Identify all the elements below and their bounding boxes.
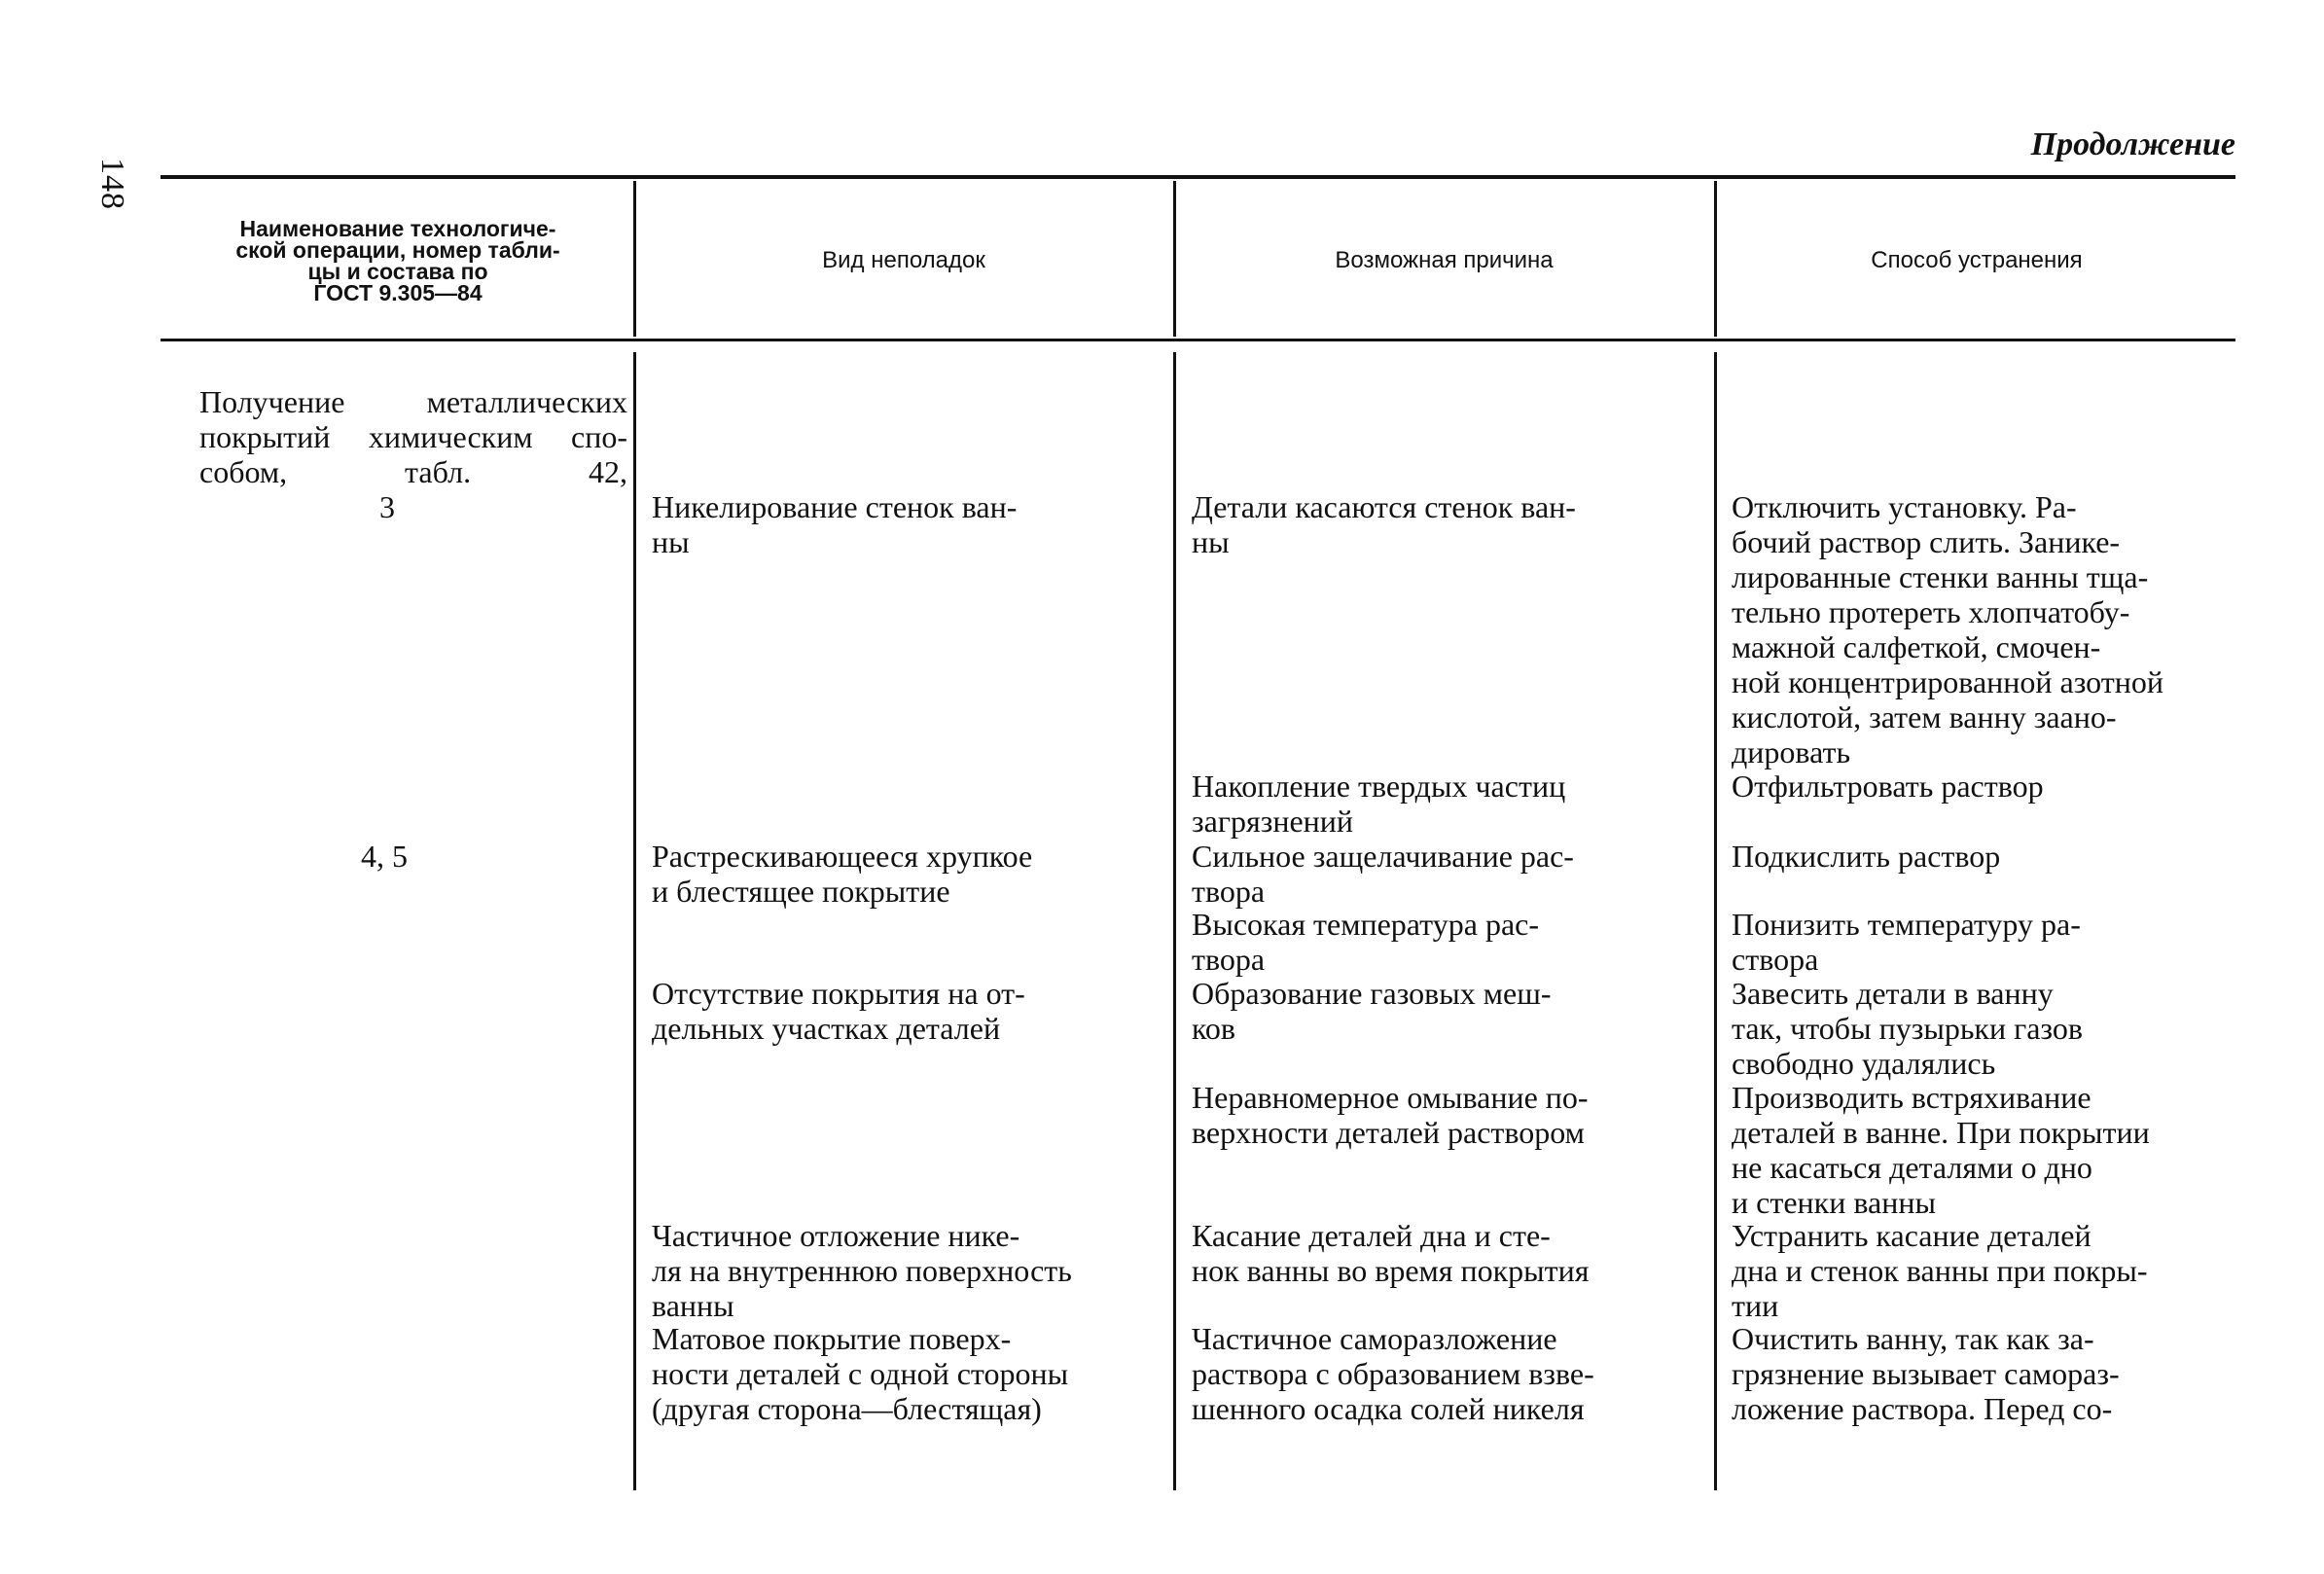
header-remedy: Способ устранения	[1871, 247, 2083, 273]
row-6-cause: Неравномерное омывание по- верхности деталей раствором	[1192, 1080, 1589, 1150]
row-6-remedy: Производить встряхивание деталей в ванне. При покрытии не касаться деталями о дно и стенки ванны	[1732, 1080, 2150, 1220]
row-5-remedy: Завесить детали в ванну так, чтобы пузырьки газов свободно удалялись	[1732, 976, 2083, 1081]
row-3-cause: Сильное защелачивание рас- твора	[1192, 839, 1574, 909]
row-5-defect: Отсутствие покрытия на от- дельных участках деталей	[652, 976, 1025, 1046]
header-divider-2	[1173, 181, 1176, 337]
row-7-cause: Касание деталей дна и сте- нок ванны во время покрытия	[1192, 1218, 1590, 1288]
row-8-defect: Матовое покрытие поверх- ности деталей с одной стороны (другая сторона—блестящая)	[652, 1321, 1069, 1426]
page-number: 148	[94, 158, 130, 210]
header-cause: Возможная причина	[1335, 247, 1554, 273]
row-3-defect: Растрескивающееся хрупкое и блестящее покрытие	[652, 839, 1033, 909]
row-4-cause: Высокая температура рас- твора	[1192, 907, 1539, 977]
row-3-remedy: Подкислить раствор	[1732, 839, 2001, 874]
row-1-remedy: Отключить установку. Ра- бочий раствор слить. Занике- лированные стенки ванны тща- тельно протереть хлопчатобу- мажной салфеткой, смочен- ной концентрированной азотной кислотой, затем ванну заано- дировать	[1732, 489, 2163, 769]
body-divider-3	[1714, 352, 1717, 1490]
composition-3: 3	[379, 489, 395, 524]
row-2-cause: Накопление твердых частиц загрязнений	[1192, 769, 1566, 839]
row-1-cause: Детали касаются стенок ван- ны	[1192, 489, 1576, 559]
header-divider-3	[1714, 181, 1717, 337]
row-7-remedy: Устранить касание деталей дна и стенок ванны при покры- тии	[1732, 1218, 2148, 1323]
table-header-rule	[161, 339, 2235, 341]
row-4-remedy: Понизить температуру ра- створа	[1732, 907, 2081, 977]
composition-4-5: 4, 5	[361, 839, 408, 874]
row-7-defect: Частичное отложение нике- ля на внутреннюю поверхность ванны	[652, 1218, 1072, 1323]
header-defect: Вид неполадок	[822, 247, 985, 273]
row-8-cause: Частичное саморазложение раствора с образованием взве- шенного осадка солей никеля	[1192, 1321, 1594, 1426]
table-top-rule	[161, 175, 2235, 179]
operation-name: Получение металлических покрытий химическим спо- собом, табл. 42,	[199, 384, 627, 489]
body-divider-1	[633, 352, 636, 1490]
continuation-label: Продолжение	[2030, 126, 2235, 162]
header-divider-1	[633, 181, 636, 337]
row-8-remedy: Очистить ванну, так как за- грязнение вызывает самораз- ложение раствора. Перед со-	[1732, 1321, 2120, 1426]
row-2-remedy: Отфильтровать раствор	[1732, 769, 2044, 804]
header-operation: Наименование технологиче- ской операции, номер табли- цы и состава по ГОСТ 9.305—84	[235, 215, 560, 305]
body-divider-2	[1173, 352, 1176, 1490]
row-5-cause: Образование газовых меш- ков	[1192, 976, 1552, 1046]
row-1-defect: Никелирование стенок ван- ны	[652, 489, 1018, 559]
